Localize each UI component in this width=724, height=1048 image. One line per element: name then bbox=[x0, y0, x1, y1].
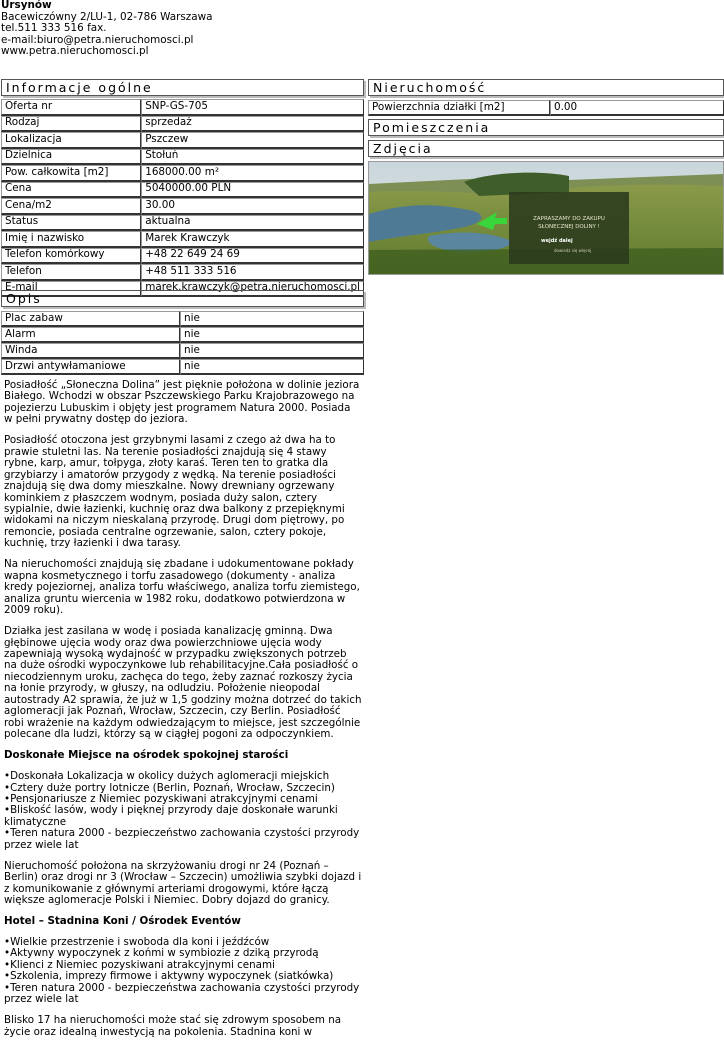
field-value: 30.00 bbox=[141, 198, 364, 215]
features-table bbox=[1, 311, 364, 375]
plot-area-label: Powierzchnia działki [m2] bbox=[368, 100, 550, 116]
table-row bbox=[1, 149, 364, 166]
property-panel bbox=[368, 79, 724, 275]
field-label: Alarm bbox=[1, 327, 180, 343]
field-value: nie bbox=[180, 359, 364, 375]
list-item: • Klienci z Niemiec pozyskiwani atrakcyjnymi cenami bbox=[4, 960, 362, 971]
field-value: 5040000.00 PLN bbox=[141, 182, 364, 199]
field-label: Oferta nr bbox=[1, 99, 141, 116]
description-heading-box bbox=[1, 290, 364, 307]
field-value: SNP-GS-705 bbox=[141, 99, 364, 116]
table-row bbox=[1, 359, 364, 375]
table-row bbox=[1, 343, 364, 359]
agency-website[interactable]: www.petra.nieruchomosci.pl bbox=[1, 45, 149, 58]
table-row bbox=[1, 99, 364, 116]
field-label: Status bbox=[1, 215, 141, 232]
field-label: Drzwi antywłamaniowe bbox=[1, 359, 180, 375]
description-paragraph: Posiadłość „Słoneczna Dolina” jest pięknie położona w dolinie jeziora Białego. Wchodzi w obszar Pszczewskiego Parku Krajobrazowego na pojezierzu Lubuskim i objęty jest programem Natura 2000. Posiada w pełni prywatny dostęp do jeziora. bbox=[4, 379, 360, 426]
table-row bbox=[1, 264, 364, 281]
table-row bbox=[1, 248, 364, 265]
list-item: • Szkolenia, imprezy firmowe i aktywny wypoczynek (siatkówka) bbox=[4, 971, 362, 982]
table-row bbox=[1, 182, 364, 199]
field-value: Marek Krawczyk bbox=[141, 231, 364, 248]
list-item: • Cztery duże portry lotnicze (Berlin, Poznań, Wrocław, Szczecin) bbox=[4, 783, 362, 794]
rooms-heading: Pomieszczenia bbox=[368, 119, 724, 136]
field-value: +48 511 333 516 bbox=[141, 264, 364, 281]
field-label: Imię i nazwisko bbox=[1, 231, 141, 248]
field-label: Telefon bbox=[1, 264, 141, 281]
list-item: • Doskonała Lokalizacja w okolicy dużych aglomeracji miejskich bbox=[4, 771, 362, 782]
section-heading: Doskonałe Miejsce na ośrodek spokojnej starości bbox=[4, 749, 289, 762]
table-row bbox=[1, 327, 364, 343]
bullet-list bbox=[4, 771, 362, 851]
agency-header bbox=[1, 0, 401, 58]
general-info-panel bbox=[1, 79, 364, 297]
field-value: nie bbox=[180, 311, 364, 327]
field-value: marek.krawczyk@petra.nieruchomosci.pl bbox=[141, 281, 364, 298]
field-label: Cena bbox=[1, 182, 141, 199]
description-paragraph: Posiadłość otoczona jest grzybnymi lasami z czego aż dwa ha to prawie stuletni las. Na terenie posiadłości znajdują się 4 stawy rybne, karp, amur, tołpyga, złoty karaś. Teren ten to gratka dla grzybiarzy i amatorów przygody z wędką. Na terenie posiadłości znajdują się dwa domy mieszkalne. Nowy drewniany ogrzewany kominkiem z płaszczem wodnym, posiada duży salon, cztery sypialnie, dwie łazienki, kuchnię oraz dwa balkony z przepięknymi widokami na niczym nieskalaną przyrodę. Drugi dom piętrowy, po remoncie, posiada centralne ogrzewanie, salon, cztery pokoje, kuchnię, trzy łazienki i dwa tarasy. bbox=[4, 434, 345, 550]
agency-name: Ursynów bbox=[1, 0, 52, 11]
field-value: +48 22 649 24 69 bbox=[141, 248, 364, 265]
field-label: E-mail bbox=[1, 281, 141, 298]
field-label: Winda bbox=[1, 343, 180, 359]
banner-text: SŁONECZNEJ DOLINY ! bbox=[538, 224, 600, 230]
description-paragraph: Działka jest zasilana w wodę i posiada kanalizację gminną. Dwa głębinowe ujęcia wody oraz dwa powierzchniowe ujęcia wody zapewniają wysoką wydajność w przypadku zwiększonych potrzeb na duże ośrodki wypoczynkowe lub rehabilitacyjne.Cała posiadłość o niecodziennym uroku, zachęca do tego, żeby zaznać rozkoszy życia na łonie przyrody, w głuszy, na odludziu. Położenie nieopodal autostrady A2 sprawia, że już w 1,5 godziny można dotrzeć do takich aglomeracji jak Poznań, Wrocław, Szczecin, czy Berlin. Posiadłość robi wrażenie na każdym odwiedzającym to miejsce, jest szczególnie polecane dla ludzi, którzy są w ciągłej pogoni za odpoczynkiem. bbox=[4, 625, 362, 741]
table-row bbox=[1, 165, 364, 182]
description-paragraph: Blisko 17 ha nieruchomości może stać się zdrowym sposobem na życie oraz idealną inwestycją na pokolenia. Stadnina koni w bbox=[4, 1014, 342, 1038]
field-value: Stołuń bbox=[141, 149, 364, 166]
features-table-wrap bbox=[1, 311, 364, 375]
banner-text: ZAPRASZAMY DO ZAKUPU bbox=[533, 216, 605, 222]
agency-phone: tel.511 333 516 fax. bbox=[1, 22, 107, 35]
general-info-table bbox=[1, 99, 364, 297]
list-item: • Wielkie przestrzenie i swoboda dla koni i jeźdźców bbox=[4, 937, 362, 948]
agency-address: Bacewiczówny 2/LU-1, 02-786 Warszawa bbox=[1, 10, 213, 23]
field-label: Cena/m2 bbox=[1, 198, 141, 215]
field-value: Pszczew bbox=[141, 132, 364, 149]
list-item: • Bliskość lasów, wody i pięknej przyrody daje doskonałe warunki klimatyczne bbox=[4, 805, 362, 828]
description-paragraph: Nieruchomość położona na skrzyżowaniu drogi nr 24 (Poznań – Berlin) oraz drogi nr 3 (Wrocław – Szczecin) umożliwia szybki dojazd i z komunikowanie z głównymi arteriami drogowymi, które łączą większe aglomeracje Polski i Niemiec. Dobry dojazd do granicy. bbox=[4, 859, 362, 907]
general-info-heading: Informacje ogólne bbox=[1, 79, 364, 96]
banner-link: wejdź dalej bbox=[541, 238, 573, 244]
table-row bbox=[1, 311, 364, 327]
field-label: Plac zabaw bbox=[1, 311, 180, 327]
field-value: nie bbox=[180, 343, 364, 359]
property-photo[interactable] bbox=[368, 161, 724, 275]
landscape-image bbox=[369, 162, 723, 274]
table-row bbox=[1, 231, 364, 248]
field-label: Telefon komórkowy bbox=[1, 248, 141, 265]
list-item: • Teren natura 2000 - bezpieczeństwa zachowania czystości przyrody przez wiele lat bbox=[4, 983, 362, 1006]
description-heading: Opis bbox=[1, 290, 364, 307]
plot-area-table bbox=[368, 100, 724, 116]
table-row bbox=[1, 215, 364, 232]
field-label: Rodzaj bbox=[1, 116, 141, 133]
description-text bbox=[4, 380, 362, 1048]
list-item: • Aktywny wypoczynek z końmi w symbiozie z dziką przyrodą bbox=[4, 948, 362, 959]
property-heading: Nieruchomość bbox=[368, 79, 724, 96]
field-value: nie bbox=[180, 327, 364, 343]
photos-heading: Zdjęcia bbox=[368, 140, 724, 157]
field-label: Pow. całkowita [m2] bbox=[1, 165, 141, 182]
table-row bbox=[1, 132, 364, 149]
field-label: Dzielnica bbox=[1, 149, 141, 166]
field-label: Lokalizacja bbox=[1, 132, 141, 149]
table-row bbox=[1, 198, 364, 215]
list-item: • Teren natura 2000 - bezpieczeństwo zachowania czystości przyrody przez wiele lat bbox=[4, 828, 362, 851]
agency-email[interactable]: e-mail:biuro@petra.nieruchomosci.pl bbox=[1, 33, 194, 46]
description-paragraph: Na nieruchomości znajdują się zbadane i udokumentowane pokłady wapna kosmetycznego i torfu zasadowego (dokumenty - analiza kredy pojeziornej, analiza torfu właściwego, analiza torfu ziemistego, analiza gruntu wiercenia w 1982 roku, dodatkowo potwierdzona w 2009 roku). bbox=[4, 558, 360, 617]
plot-area-value: 0.00 bbox=[550, 100, 724, 116]
field-value: aktualna bbox=[141, 215, 364, 232]
field-value: sprzedaż bbox=[141, 116, 364, 133]
bullet-list bbox=[4, 937, 362, 1006]
table-row bbox=[1, 116, 364, 133]
banner-link: dowiedz się więcej bbox=[554, 248, 592, 253]
field-value: 168000.00 m² bbox=[141, 165, 364, 182]
section-heading: Hotel – Stadnina Koni / Ośrodek Eventów bbox=[4, 915, 241, 928]
list-item: • Pensjonariusze z Niemiec pozyskiwani atrakcyjnymi cenami bbox=[4, 794, 362, 805]
table-row bbox=[368, 100, 724, 116]
